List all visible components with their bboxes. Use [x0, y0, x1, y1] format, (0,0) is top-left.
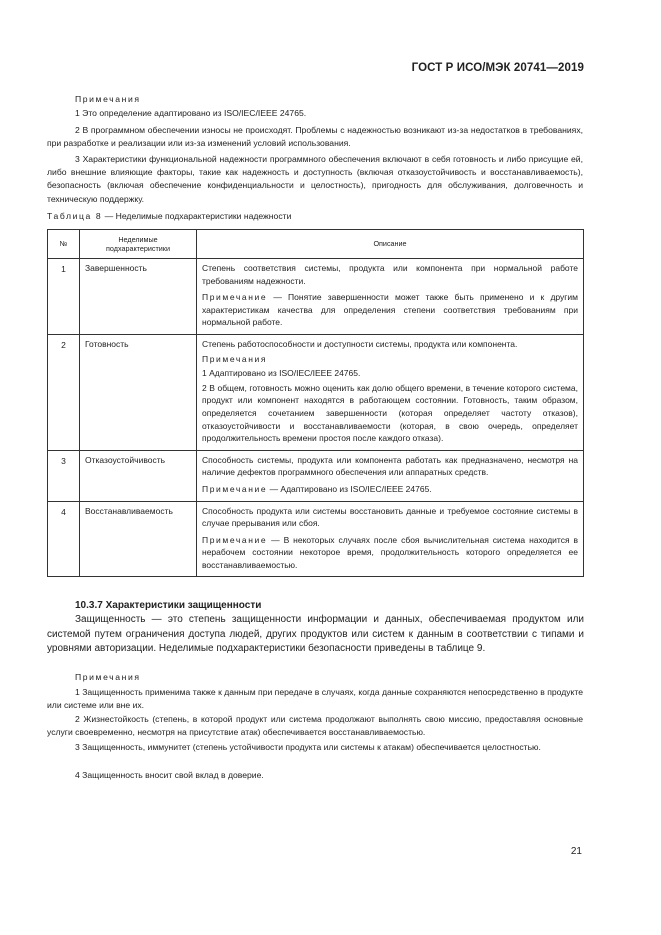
notes-heading: Примечания [75, 672, 141, 682]
reliability-table [47, 229, 584, 577]
table-row [48, 334, 584, 450]
table-header-row [48, 230, 584, 259]
header-name: Неделимые подхарактеристики [80, 230, 197, 259]
note-text: — Адаптировано из ISO/IEC/IEEE 24765. [267, 483, 432, 494]
row-text: Способность продукта или системы восстановить данные и требуемое состояние системы в случае прерывания или сбоя. [202, 505, 578, 529]
table-caption-label: Таблица 8 [47, 211, 103, 221]
note-label: Примечание [202, 483, 268, 494]
document-header: ГОСТ Р ИСО/МЭК 20741—2019 [411, 62, 584, 74]
row-name: Восстанавливаемость [80, 501, 197, 577]
row-desc [197, 450, 584, 501]
header-num: № [48, 230, 80, 259]
table-row [48, 501, 584, 577]
note-label: Примечание [202, 534, 268, 545]
note-label: Примечание [202, 292, 268, 303]
header-desc: Описание [197, 230, 584, 259]
note-item: 3 Характеристики функциональной надежности программного обеспечения включают в себя готовность и либо присущие ей, либо внешние влияющие факторы, такие как надежность и доступность (включая отказоустойчивость и восстанавливаемость), безопасность (включая обеспечение конфиденциальности и целостность), пригодность для обслуживания, долговечность и техническую поддержку. [47, 154, 583, 204]
table-row [48, 450, 584, 501]
note-item: 4 Защищенность вносит свой вклад в доверие. [75, 770, 264, 780]
section-heading: 10.3.7 Характеристики защищенности [75, 600, 262, 611]
table-row [48, 259, 584, 335]
note-text: — Понятие завершенности может также быть применено и к другим характеристикам качества для определения степени соответствия требованиям при нормальной работе. [202, 292, 578, 328]
note-item: 2 В программном обеспечении износы не происходят. Проблемы с надежностью возникают из-за недостатков в требованиях, при разработке и реализации или из-за изменений условий использования. [47, 125, 583, 149]
table-caption-text: — Неделимые подхарактеристики надежности [102, 211, 292, 221]
row-num: 2 [48, 334, 80, 450]
row-note [202, 483, 578, 496]
notes-heading: Примечания [75, 94, 141, 104]
row-text: Способность системы, продукта или компонента работать как предназначено, несмотря на наличие дефектов программного обеспечения или аппаратных средств. [202, 454, 578, 478]
row-note: 1 Адаптировано из ISO/IEC/IEEE 24765. [202, 368, 361, 379]
row-desc [197, 259, 584, 335]
row-name: Готовность [80, 334, 197, 450]
row-name: Завершенность [80, 259, 197, 335]
note-item: 3 Защищенность, иммунитет (степень устойчивости продукта или системы к атакам) обеспечивается целостностью. [75, 742, 541, 752]
note-text: — В некоторых случаях после сбоя вычислительная система находится в нерабочем состоянии некоторое время, продолжительность которого определяется ее восстанавливаемостью. [202, 534, 578, 570]
note-item: 1 Защищенность применима также к данным при передаче в случаях, когда данные сохраняются непосредственно в продукте или системе или вне их. [47, 687, 583, 711]
row-note [202, 291, 578, 329]
row-num: 3 [48, 450, 80, 501]
row-note: 2 В общем, готовность можно оценить как долю общего времени, в течение которого система, продукт или компонент находятся в работающем состоянии. Готовность, таким образом, определяется сочетанием завершенности (которая определяет частоту отказов), отказоустойчивости и восстанавливаемости (которая, в свою очередь, определяет продолжительность времени простоя после каждого отказа). [202, 382, 578, 444]
row-desc [197, 501, 584, 577]
section-text: Защищенность — это степень защищенности информации и данных, обеспечиваемая продуктом или системой путем ограничения доступа людей, других продуктов или систем к данным в соответствии с типами и уровнями авторизации. Неделимые подхарактеристики безопасности приведены в таблице 9. [47, 614, 584, 655]
row-text: Степень соответствия системы, продукта или компонента при нормальной работе требованиям надежности. [202, 263, 578, 286]
notes-label: Примечания [202, 353, 268, 364]
row-text: Степень работоспособности и доступности системы, продукта или компонента. [202, 338, 518, 349]
row-num: 4 [48, 501, 80, 577]
note-item: 1 Это определение адаптировано из ISO/IEC/IEEE 24765. [75, 108, 307, 118]
note-item: 2 Жизнестойкость (степень, в которой продукт или система продолжают выполнять свою миссию, предоставляя основные услуги своевременно, несмотря на присутствие атак) обеспечивается восстанавливаемостью. [47, 714, 583, 738]
page-number: 21 [570, 846, 582, 857]
row-note [202, 534, 578, 572]
row-desc [197, 334, 584, 450]
row-name: Отказоустойчивость [80, 450, 197, 501]
row-num: 1 [48, 259, 80, 335]
table-caption [47, 211, 291, 221]
